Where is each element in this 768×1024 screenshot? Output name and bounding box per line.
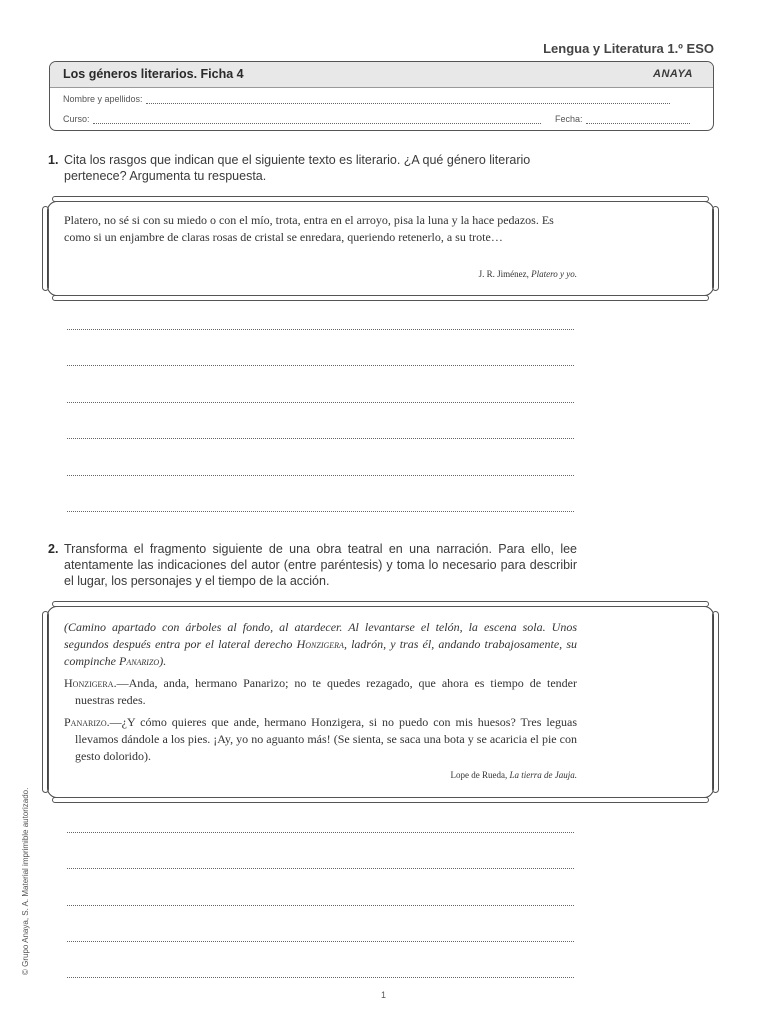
scroll-curl-icon (712, 206, 719, 291)
citation-author: Lope de Rueda, (450, 770, 508, 780)
page-number: 1 (381, 990, 387, 1000)
answer-line[interactable] (67, 329, 574, 330)
course-line[interactable] (93, 116, 541, 124)
answer-line[interactable] (67, 977, 574, 978)
subject-title: Lengua y Literatura 1.º ESO (543, 41, 714, 56)
worksheet-title: Los géneros literarios. Ficha 4 (63, 67, 244, 81)
question-1-text: Cita los rasgos que indican que el siguiente texto es literario. ¿A qué género literario pertenece? Argumenta tu respuesta. (64, 153, 531, 183)
question-1 (48, 152, 579, 184)
name-line[interactable] (146, 96, 670, 104)
stage-directions (64, 619, 577, 670)
question-2-text: Transforma el fragmento siguiente de una obra teatral en una narración. Para ello, lee atentamente las indicaciones del autor (entre paréntesis) y toma lo necesario para describir el lugar, los personajes y el tiempo de la acción. (64, 542, 577, 588)
question-2-number: 2. (48, 542, 59, 556)
stage-text: (Camino apartado con árboles al fondo, al atardecer. Al levantarse el telón, la escena sola. Unos segundos después entra por el lateral derecho (64, 620, 577, 651)
answer-line[interactable] (67, 438, 574, 439)
character-name: Panarizo (118, 654, 160, 668)
copyright-notice: © Grupo Anaya, S. A. Material imprimible autorizado. (21, 787, 30, 975)
publisher-logo: ANAYA (653, 68, 693, 80)
dialogue-text: .—¿Y cómo quieres que ande, hermano Honzigera, si no puedo con mis huesos? Tres leguas llevamos dándole a los pies. ¡Ay, yo no aguanto más! (Se sienta, se saca una bota y se acaricia el pie con gesto dolorido). (75, 715, 577, 763)
stage-text: ). (159, 654, 167, 668)
name-field[interactable] (63, 94, 670, 104)
date-line[interactable] (586, 116, 690, 124)
question-1-number: 1. (48, 153, 59, 167)
question-2 (48, 541, 577, 589)
citation-author: J. R. Jiménez, (478, 269, 529, 279)
answer-line[interactable] (67, 941, 574, 942)
dialogue-text: .—Anda, anda, hermano Panarizo; no te quedes rezagado, que ahora es tiempo de tender nuestras redes. (75, 676, 577, 707)
answer-line[interactable] (67, 511, 574, 512)
answer-line[interactable] (67, 868, 574, 869)
date-field[interactable] (555, 114, 690, 124)
course-field[interactable] (63, 114, 541, 124)
citation-work: Platero y yo. (531, 269, 577, 279)
header-band (50, 62, 713, 88)
answer-line[interactable] (67, 402, 574, 403)
passage-1-text: Platero, no sé si con su miedo o con el mío, trota, entra en el arroyo, pisa la luna y la hace pedazos. Es como si un enjambre de claras rosas de cristal se enredara, queriendo retenerlo, a su trote… (64, 213, 554, 244)
answer-line[interactable] (67, 365, 574, 366)
dialogue-line-2 (64, 714, 577, 765)
passage-1-citation (300, 269, 577, 279)
answer-line[interactable] (67, 832, 574, 833)
scroll-curl-icon (712, 611, 719, 793)
character-name: Honzigera (296, 637, 344, 651)
worksheet-header (49, 61, 714, 131)
scroll-curl-icon (42, 611, 49, 793)
answer-line[interactable] (67, 475, 574, 476)
citation-work: La tierra de Jauja. (509, 770, 577, 780)
speaker-name: Panarizo (64, 715, 107, 729)
answer-line[interactable] (67, 905, 574, 906)
passage-2-citation (300, 770, 577, 780)
speaker-name: Honzigera (64, 676, 114, 690)
date-label: Fecha: (555, 114, 583, 124)
course-label: Curso: (63, 114, 90, 124)
stage-text: , ladrón, y tras él, andando trabajosamente, su compinche (64, 637, 577, 668)
scroll-curl-icon (42, 206, 49, 291)
dialogue-line-1 (64, 675, 577, 709)
name-label: Nombre y apellidos: (63, 94, 143, 104)
